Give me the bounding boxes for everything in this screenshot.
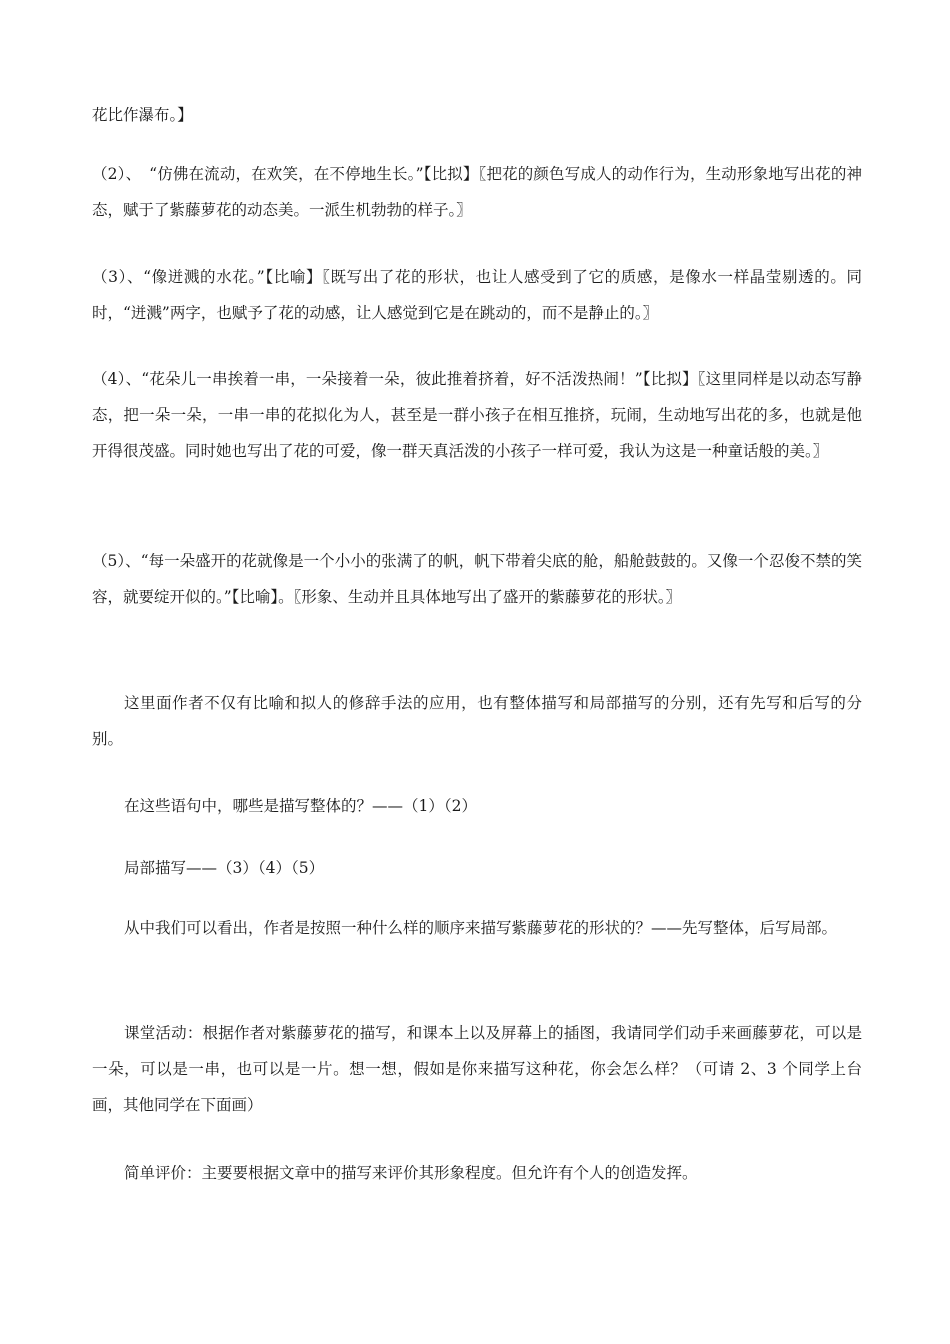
- paragraph-evaluation: 简单评价：主要要根据文章中的描写来评价其形象程度。但允许有个人的创造发挥。: [124, 1164, 698, 1182]
- paragraph-whole-question: 在这些语句中，哪些是描写整体的？——（1）（2）: [124, 797, 477, 815]
- paragraph-class-activity: 课堂活动：根据作者对紫藤萝花的描写，和课本上以及屏幕上的插图，我请同学们动手来画藤萝花，可以是一朵，可以是一串，也可以是一片。想一想，假如是你来描写这种花，你会怎么样？（可请 2、3 个同学上台画，其他同学在下面画）: [92, 1024, 862, 1114]
- paragraph-item-5: （5）、“每一朵盛开的花就像是一个小小的张满了的帆，帆下带着尖底的舱，船舱鼓鼓的。又像一个忍俊不禁的笑容，就要绽开似的。”【比喻】。〖形象、生动并且具体地写出了盛开的紫藤萝花的形状。〗: [92, 552, 862, 606]
- paragraph-order-question: 从中我们可以看出，作者是按照一种什么样的顺序来描写紫藤萝花的形状的？——先写整体，后写局部。: [124, 919, 838, 937]
- paragraph-summary: 这里面作者不仅有比喻和拟人的修辞手法的应用，也有整体描写和局部描写的分别，还有先写和后写的分别。: [92, 694, 862, 748]
- paragraph-partial: 局部描写——（3）（4）（5）: [124, 859, 325, 877]
- paragraph-continuation: 花比作瀑布。】: [92, 106, 193, 124]
- paragraph-item-3: （3）、“像迸溅的水花。”【比喻】〖既写出了花的形状，也让人感受到了它的质感，是像水一样晶莹剔透的。同时，“迸溅”两字，也赋予了花的动感，让人感觉到它是在跳动的，而不是静止的。〗: [92, 268, 862, 322]
- paragraph-item-4: （4）、“花朵儿一串挨着一串，一朵接着一朵，彼此推着挤着，好不活泼热闹！”【比拟】〖这里同样是以动态写静态，把一朵一朵，一串一串的花拟化为人，甚至是一群小孩子在相互推挤，玩闹，生动地写出花的多，也就是他开得很茂盛。同时她也写出了花的可爱，像一群天真活泼的小孩子一样可爱，我认为这是一种童话般的美。〗: [92, 370, 862, 460]
- paragraph-item-2: （2）、 “仿佛在流动，在欢笑，在不停地生长。”【比拟】〖把花的颜色写成人的动作行为，生动形象地写出花的神态，赋于了紫藤萝花的动态美。一派生机勃勃的样子。〗: [92, 165, 862, 219]
